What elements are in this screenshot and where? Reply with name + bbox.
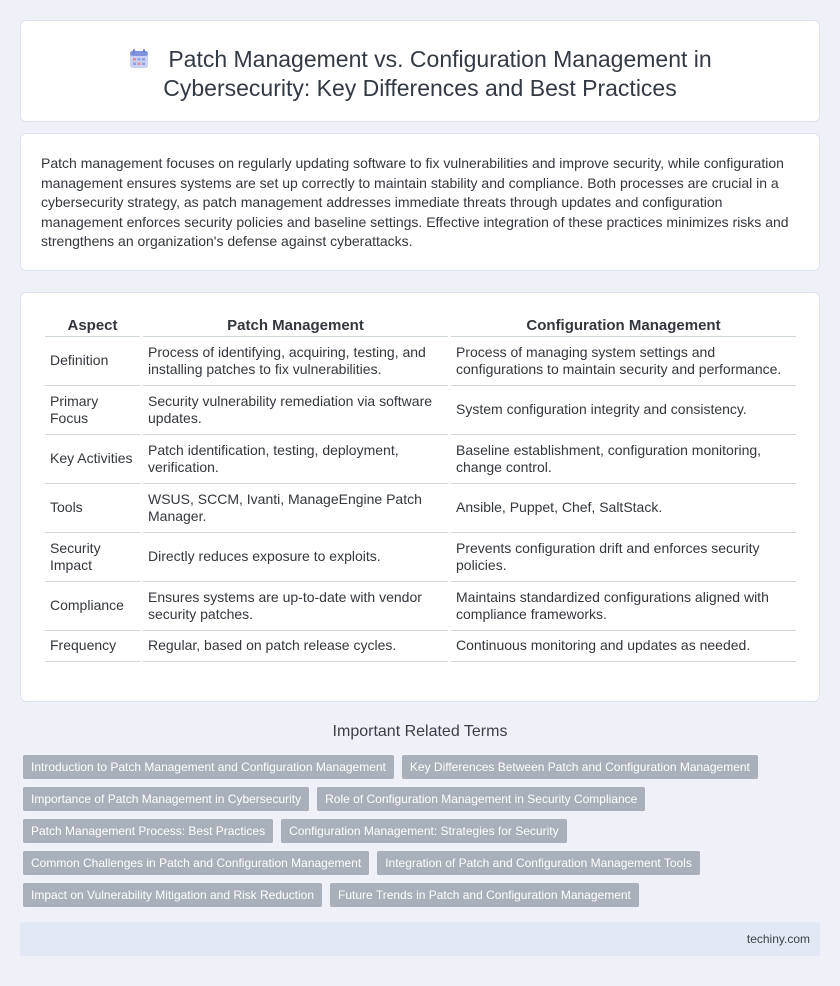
cell-patch: WSUS, SCCM, Ivanti, ManageEngine Patch Manager. (143, 484, 448, 533)
related-term-tag[interactable]: Impact on Vulnerability Mitigation and Risk Reduction (23, 883, 322, 907)
intro-paragraph: Patch management focuses on regularly updating software to fix vulnerabilities and improve security, while configuration management ensures systems are set up correctly to maintain stability and compliance. Both processes are crucial in a cybersecurity strategy, as patch management addresses immediate threats through updates and configuration management enforces security policies and baseline settings. Effective integration of these practices minimizes risks and strengthens an organization's defense against cyberattacks. (41, 155, 789, 249)
tag-row (23, 819, 823, 843)
header-config: Configuration Management (451, 315, 796, 337)
document-list-icon (128, 48, 150, 70)
cell-aspect: Frequency (45, 631, 140, 662)
cell-config: Process of managing system settings and configurations to maintain security and performance. (451, 337, 796, 386)
cell-aspect: Definition (45, 337, 140, 386)
table-row (45, 533, 796, 582)
cell-config: System configuration integrity and consistency. (451, 386, 796, 435)
cell-aspect: Compliance (45, 582, 140, 631)
comparison-card (20, 292, 820, 702)
related-term-tag[interactable]: Future Trends in Patch and Configuration Management (330, 883, 639, 907)
header-aspect: Aspect (45, 315, 140, 337)
cell-config: Maintains standardized configurations aligned with compliance frameworks. (451, 582, 796, 631)
related-term-tag[interactable]: Patch Management Process: Best Practices (23, 819, 273, 843)
header-patch: Patch Management (143, 315, 448, 337)
cell-patch: Patch identification, testing, deployment, verification. (143, 435, 448, 484)
cell-aspect: Security Impact (45, 533, 140, 582)
cell-config: Continuous monitoring and updates as needed. (451, 631, 796, 662)
cell-patch: Process of identifying, acquiring, testing, and installing patches to fix vulnerabilities. (143, 337, 448, 386)
cell-patch: Regular, based on patch release cycles. (143, 631, 448, 662)
table-row (45, 386, 796, 435)
cell-aspect: Tools (45, 484, 140, 533)
related-term-tag[interactable]: Role of Configuration Management in Security Compliance (317, 787, 645, 811)
cell-patch: Security vulnerability remediation via software updates. (143, 386, 448, 435)
related-term-tag[interactable]: Importance of Patch Management in Cybersecurity (23, 787, 309, 811)
related-terms-list (23, 755, 823, 915)
table-row (45, 435, 796, 484)
page-title (21, 45, 819, 103)
related-terms-heading: Important Related Terms (332, 723, 508, 740)
table-row (45, 582, 796, 631)
table-row (45, 484, 796, 533)
cell-config: Baseline establishment, configuration monitoring, change control. (451, 435, 796, 484)
tag-row (23, 787, 823, 811)
related-term-tag[interactable]: Introduction to Patch Management and Configuration Management (23, 755, 394, 779)
table-header-row (45, 315, 796, 337)
footer-bar (20, 922, 820, 956)
footer-site[interactable]: techiny.com (746, 932, 810, 946)
title-card (20, 20, 820, 122)
tag-row (23, 851, 823, 875)
tag-row (23, 883, 823, 907)
cell-aspect: Primary Focus (45, 386, 140, 435)
title-text: Patch Management vs. Configuration Management in Cybersecurity: Key Differences and Best Practices (163, 46, 712, 101)
table-row (45, 631, 796, 662)
comparison-table (42, 315, 799, 662)
table-row (45, 337, 796, 386)
cell-aspect: Key Activities (45, 435, 140, 484)
intro-card (20, 133, 820, 271)
tag-row (23, 755, 823, 779)
cell-patch: Directly reduces exposure to exploits. (143, 533, 448, 582)
related-term-tag[interactable]: Key Differences Between Patch and Configuration Management (402, 755, 758, 779)
cell-config: Ansible, Puppet, Chef, SaltStack. (451, 484, 796, 533)
related-term-tag[interactable]: Common Challenges in Patch and Configuration Management (23, 851, 369, 875)
cell-config: Prevents configuration drift and enforces security policies. (451, 533, 796, 582)
related-term-tag[interactable]: Configuration Management: Strategies for Security (281, 819, 566, 843)
related-term-tag[interactable]: Integration of Patch and Configuration Management Tools (377, 851, 700, 875)
cell-patch: Ensures systems are up-to-date with vendor security patches. (143, 582, 448, 631)
